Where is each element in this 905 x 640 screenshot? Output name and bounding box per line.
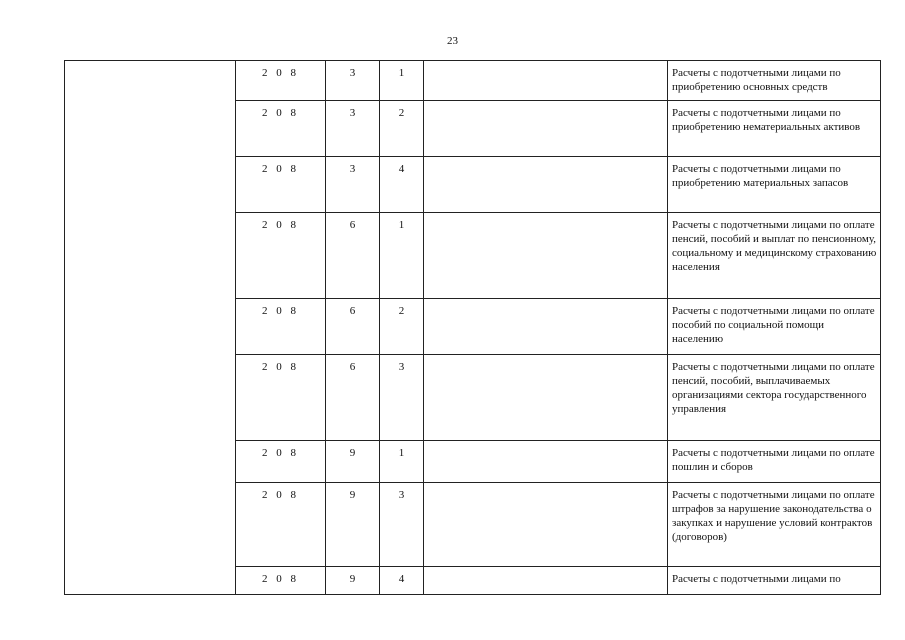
analytic-code-cell: 2 [380,101,424,157]
empty-cell [424,355,668,441]
analytic-code-cell: 4 [380,157,424,213]
subaccount-cell: 6 [326,355,380,441]
account-name-cell: Расчеты с подотчетными лицами по приобретению материальных запасов [668,157,881,213]
account-name-cell: Расчеты с подотчетными лицами по приобретению основных средств [668,61,881,101]
analytic-code-cell: 1 [380,61,424,101]
subaccount-cell: 3 [326,157,380,213]
subaccount-cell: 9 [326,441,380,483]
subaccount-cell: 6 [326,213,380,299]
analytic-code-cell: 2 [380,299,424,355]
empty-cell [424,101,668,157]
account-name-cell: Расчеты с подотчетными лицами по оплате штрафов за нарушение законодательства о закупках и нарушение условий контрактов (договоров) [668,483,881,567]
account-cell: 2 0 8 [236,213,326,299]
account-name-cell: Расчеты с подотчетными лицами по оплате пошлин и сборов [668,441,881,483]
account-cell: 2 0 8 [236,567,326,595]
empty-cell [424,299,668,355]
account-cell: 2 0 8 [236,483,326,567]
analytic-code-cell: 4 [380,567,424,595]
empty-cell [424,61,668,101]
empty-cell [424,483,668,567]
empty-cell [424,213,668,299]
analytic-code-cell: 3 [380,355,424,441]
account-cell: 2 0 8 [236,441,326,483]
empty-cell [424,567,668,595]
account-name-cell: Расчеты с подотчетными лицами по оплате пособий по социальной помощи населению [668,299,881,355]
account-cell: 2 0 8 [236,157,326,213]
account-name-cell: Расчеты с подотчетными лицами по оплате пенсий, пособий, выплачиваемых организациями сектора государственного управления [668,355,881,441]
account-cell: 2 0 8 [236,355,326,441]
empty-cell [424,157,668,213]
subaccount-cell: 6 [326,299,380,355]
account-cell: 2 0 8 [236,61,326,101]
subaccount-cell: 3 [326,61,380,101]
account-name-cell: Расчеты с подотчетными лицами по оплате пенсий, пособий и выплат по пенсионному, социальному и медицинскому страхованию населения [668,213,881,299]
subaccount-cell: 9 [326,483,380,567]
analytic-code-cell: 3 [380,483,424,567]
subaccount-cell: 3 [326,101,380,157]
analytic-code-cell: 1 [380,441,424,483]
account-cell: 2 0 8 [236,101,326,157]
page-number: 23 [447,35,458,47]
account-name-cell: Расчеты с подотчетными лицами по [668,567,881,595]
table-row [65,61,881,101]
subaccount-cell: 9 [326,567,380,595]
account-name-cell: Расчеты с подотчетными лицами по приобретению нематериальных активов [668,101,881,157]
account-cell: 2 0 8 [236,299,326,355]
empty-cell [424,441,668,483]
section-cell [65,61,236,595]
analytic-code-cell: 1 [380,213,424,299]
accounts-table [64,60,881,595]
